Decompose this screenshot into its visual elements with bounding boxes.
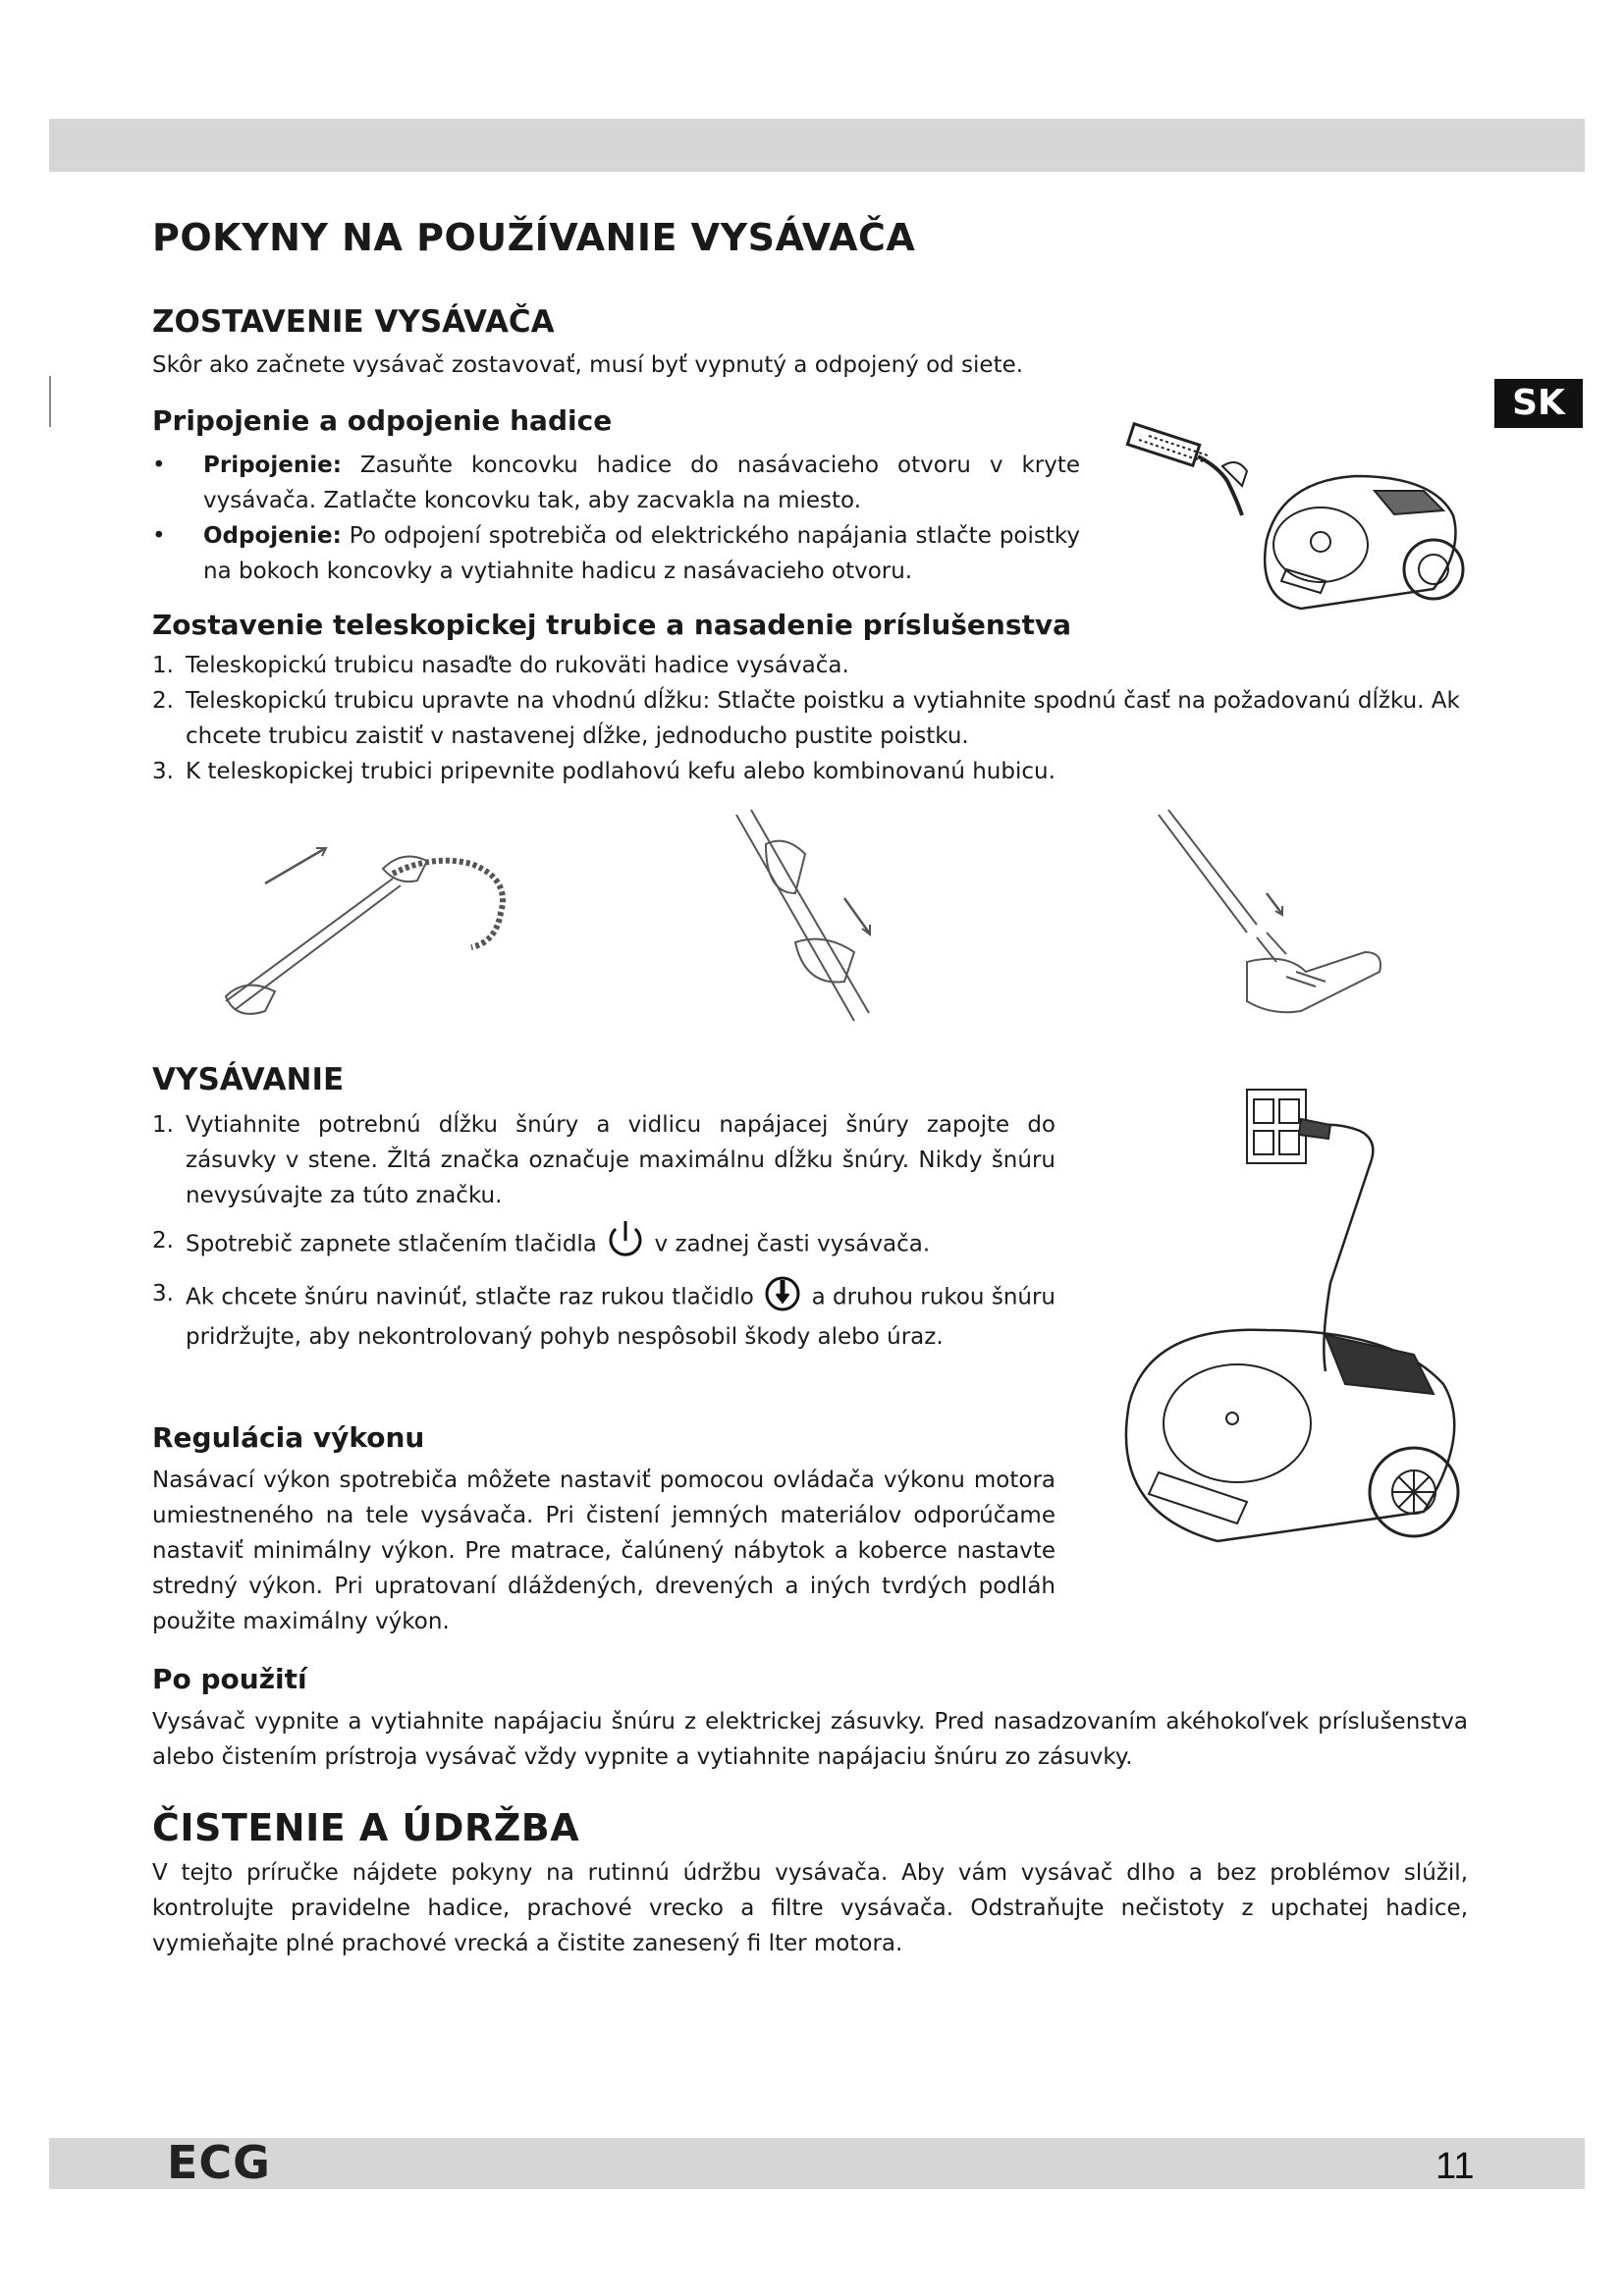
power-heading: Regulácia výkonu xyxy=(152,1421,425,1454)
step-text: Teleskopickú trubicu nasaďte do rukoväti hadice vysávača. xyxy=(186,653,849,678)
cleaning-heading: ČISTENIE A ÚDRŽBA xyxy=(152,1806,580,1849)
step-number: 2. xyxy=(152,688,174,714)
step-text: Teleskopickú trubicu upravte na vhodnú dĺžku: Stlačte poistku a vytiahnite spodnú časť na požadovanú dĺžku. Ak chcete trubicu zaistiť v nastavenej dĺžke, jednoducho pustite poistku. xyxy=(186,688,1460,749)
hose-item-disconnect xyxy=(152,518,1080,589)
header-bar xyxy=(49,119,1585,172)
bullet: • xyxy=(152,523,166,549)
after-use-text: Vysávač vypnite a vytiahnite napájaciu šnúru z elektrickej zásuvky. Pred nasadzovaním akéhokoľvek príslušenstva alebo čistením prístroja vysávač vždy vypnite a vytiahnite napájaciu šnúru zo zásuvky. xyxy=(152,1709,1468,1770)
step-number: 2. xyxy=(152,1228,174,1254)
assembly-intro: Skôr ako začnete vysávač zostavovať, musí byť vypnutý a odpojený od siete. xyxy=(152,352,1024,378)
page-title: POKYNY NA POUŽÍVANIE VYSÁVAČA xyxy=(152,216,916,259)
step-number: 3. xyxy=(152,1281,174,1307)
tube-adjust-illustration xyxy=(697,805,952,1031)
vacuuming-heading: VYSÁVANIE xyxy=(152,1062,345,1097)
power-button-icon xyxy=(604,1217,647,1260)
after-use-heading: Po použití xyxy=(152,1663,307,1695)
page-number: 11 xyxy=(1435,2146,1475,2187)
step-text-after: a druhou rukou šnúru pridržujte, aby nekontrolovaný pohyb nespôsobil škody alebo úraz. xyxy=(186,1284,1056,1350)
item-label: Odpojenie: xyxy=(203,523,342,549)
tube-step-3 xyxy=(152,754,1468,789)
hose-heading: Pripojenie a odpojenie hadice xyxy=(152,404,613,437)
vacuum-socket-illustration xyxy=(1100,1080,1492,1600)
footer-bar xyxy=(49,2138,1585,2189)
assembly-heading: ZOSTAVENIE VYSÁVAČA xyxy=(152,304,555,340)
item-text: Zasuňte koncovku hadice do nasávacieho otvoru v kryte vysávača. Zatlačte koncovku tak, aby zacvakla na miesto. xyxy=(203,453,1080,513)
vacuuming-step-2 xyxy=(152,1223,1056,1266)
brand-logo: ECG xyxy=(167,2136,271,2189)
bullet: • xyxy=(152,453,166,478)
hose-item-connect xyxy=(152,448,1080,518)
language-badge: SK xyxy=(1494,379,1583,428)
vacuuming-step-3 xyxy=(152,1276,1056,1355)
step-number: 1. xyxy=(152,1112,174,1138)
step-text-after: v zadnej časti vysávača. xyxy=(654,1231,931,1257)
cleaning-text: V tejto príručke nájdete pokyny na rutinnú údržbu vysávača. Aby vám vysávač dlho a bez problémov slúžil, kontrolujte pravidelne hadice, prachové vrecko a filtre vysávača. Odstraňujte nečistoty z upchatej hadice, vymieňajte plné prachové vrecká a čistite zanesený fi lter motora. xyxy=(152,1860,1468,1956)
margin-mark xyxy=(49,376,51,427)
tube-step-1 xyxy=(152,648,1468,683)
item-label: Pripojenie: xyxy=(203,453,342,478)
step-text-before: Spotrebič zapnete stlačením tlačidla xyxy=(186,1231,597,1257)
step-text: Vytiahnite potrebnú dĺžku šnúry a vidlicu napájacej šnúry zapojte do zásuvky v stene. Žltá značka označuje maximálnu dĺžku šnúry. Nikdy šnúru nevysúvajte za túto značku. xyxy=(186,1112,1056,1208)
vacuuming-step-1 xyxy=(152,1107,1056,1213)
step-number: 3. xyxy=(152,759,174,784)
item-text: Po odpojení spotrebiča od elektrického napájania stlačte poistky na bokoch koncovky a vytiahnite hadicu z nasávacieho otvoru. xyxy=(203,523,1080,584)
cord-rewind-icon xyxy=(761,1270,804,1313)
step-number: 1. xyxy=(152,653,174,678)
power-text: Nasávací výkon spotrebiča môžete nastaviť pomocou ovládača výkonu motora umiestneného na tele vysávača. Pri čistení jemných materiálov odporúčame nastaviť minimálny výkon. Pre matrace, čalúnený nábytok a koberce nastavte stredný výkon. Pri upratovaní dláždených, drevených a iných tvrdých podláh použite maximálny výkon. xyxy=(152,1468,1056,1634)
tube-insert-illustration xyxy=(206,825,540,1031)
vacuum-hose-illustration xyxy=(1119,422,1473,618)
tube-step-2 xyxy=(152,683,1468,754)
step-text: K teleskopickej trubici pripevnite podlahovú kefu alebo kombinovanú hubicu. xyxy=(186,759,1056,784)
tube-heading: Zostavenie teleskopickej trubice a nasadenie príslušenstva xyxy=(152,609,1072,641)
floor-brush-illustration xyxy=(1139,805,1394,1031)
step-text-before: Ak chcete šnúru navinúť, stlačte raz rukou tlačidlo xyxy=(186,1284,754,1310)
